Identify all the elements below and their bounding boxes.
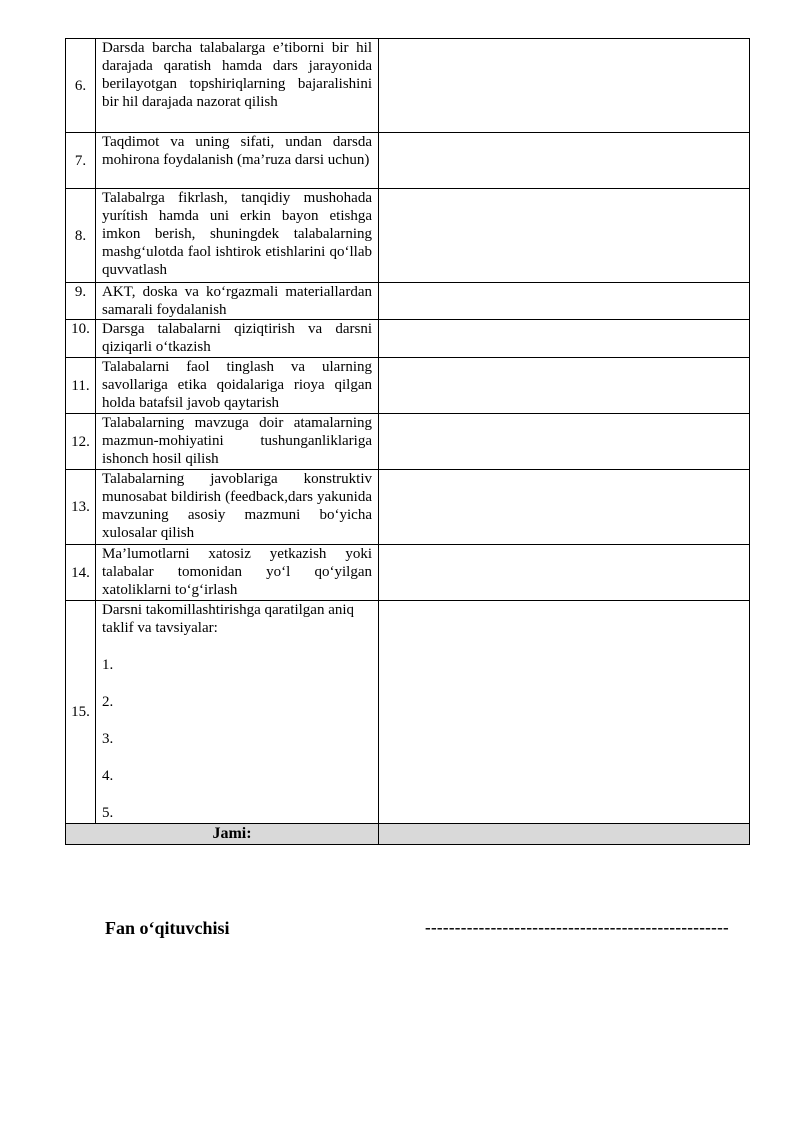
table-row bbox=[66, 470, 750, 545]
criterion-text: Taqdimot va uning sifati, undan darsda mohirona foydalanish (ma’ruza darsi uchun) bbox=[96, 133, 379, 189]
criterion-text: Talabalrga fikrlash, tanqidiy mushohada yurítish hamda uni erkin bayon etishga imkon berish, shuningdek talabalarning mashg‘ulotda faol ishtirok etishlarini qo‘llab quvvatlash bbox=[96, 189, 379, 283]
score-cell[interactable] bbox=[379, 470, 750, 545]
table-row bbox=[66, 133, 750, 189]
signature-label: Fan o‘qituvchisi bbox=[105, 918, 230, 938]
total-row bbox=[66, 824, 750, 845]
score-cell[interactable] bbox=[379, 545, 750, 601]
suggestions-answer-cell[interactable] bbox=[379, 601, 750, 824]
row-number: 7. bbox=[66, 133, 96, 189]
row-number: 15. bbox=[66, 601, 96, 824]
score-cell[interactable] bbox=[379, 320, 750, 358]
row-number: 13. bbox=[66, 470, 96, 545]
table-row bbox=[66, 283, 750, 320]
criterion-text: Talabalarning mavzuga doir atamalarning mazmun-mohiyatini tushunganliklariga ishonch hosil qilish bbox=[96, 414, 379, 470]
suggestion-item: 5. bbox=[102, 805, 114, 821]
table-row bbox=[66, 414, 750, 470]
score-cell[interactable] bbox=[379, 414, 750, 470]
criterion-text: Talabalarning javoblariga konstruktiv munosabat bildirish (feedback,dars yakunida mavzuning asosiy mazmuni bo‘yicha xulosalar qilish bbox=[96, 470, 379, 545]
signature-line[interactable]: --------------------------------------------------- bbox=[425, 918, 730, 937]
row-number: 12. bbox=[66, 414, 96, 470]
criterion-text: Darsga talabalarni qiziqtirish va darsni qiziqarli o‘tkazish bbox=[96, 320, 379, 358]
criterion-text: Talabalarni faol tinglash va ularning savollariga etika qoidalariga rioya qilgan holda batafsil javob qaytarish bbox=[96, 358, 379, 414]
suggestion-item: 3. bbox=[102, 731, 114, 747]
row-number: 11. bbox=[66, 358, 96, 414]
total-label: Jami: bbox=[66, 824, 379, 845]
criterion-text: AKT, doska va ko‘rgazmali materiallardan samarali foydalanish bbox=[96, 283, 379, 320]
score-cell[interactable] bbox=[379, 358, 750, 414]
evaluation-table bbox=[65, 38, 750, 845]
suggestion-item: 2. bbox=[102, 694, 114, 710]
score-cell[interactable] bbox=[379, 133, 750, 189]
table-row bbox=[66, 189, 750, 283]
row-number: 10. bbox=[66, 320, 96, 358]
criterion-text: Ma’lumotlarni xatosiz yetkazish yoki talabalar tomonidan yo‘l qo‘yilgan xatoliklarni to‘g‘irlash bbox=[96, 545, 379, 601]
score-cell[interactable] bbox=[379, 189, 750, 283]
row-number: 8. bbox=[66, 189, 96, 283]
row-number: 14. bbox=[66, 545, 96, 601]
suggestions-cell bbox=[96, 601, 379, 824]
suggestion-item: 1. bbox=[102, 657, 114, 673]
table-row bbox=[66, 545, 750, 601]
table-row bbox=[66, 320, 750, 358]
evaluation-rows bbox=[66, 39, 750, 845]
suggestions-title: Darsni takomillashtirishga qaratilgan aniq taklif va tavsiyalar: bbox=[102, 602, 355, 636]
table-row bbox=[66, 358, 750, 414]
suggestion-item: 4. bbox=[102, 768, 114, 784]
suggestions-row bbox=[66, 601, 750, 824]
score-cell[interactable] bbox=[379, 283, 750, 320]
row-number: 9. bbox=[66, 283, 96, 320]
row-number: 6. bbox=[66, 39, 96, 133]
criterion-text: Darsda barcha talabalarga e’tiborni bir hil darajada qaratish hamda dars jarayonida berilayotgan topshiriqlarning bajaralishini bir hil darajada nazorat qilish bbox=[96, 39, 379, 133]
total-score-cell[interactable] bbox=[379, 824, 750, 845]
score-cell[interactable] bbox=[379, 39, 750, 133]
table-row bbox=[66, 39, 750, 133]
